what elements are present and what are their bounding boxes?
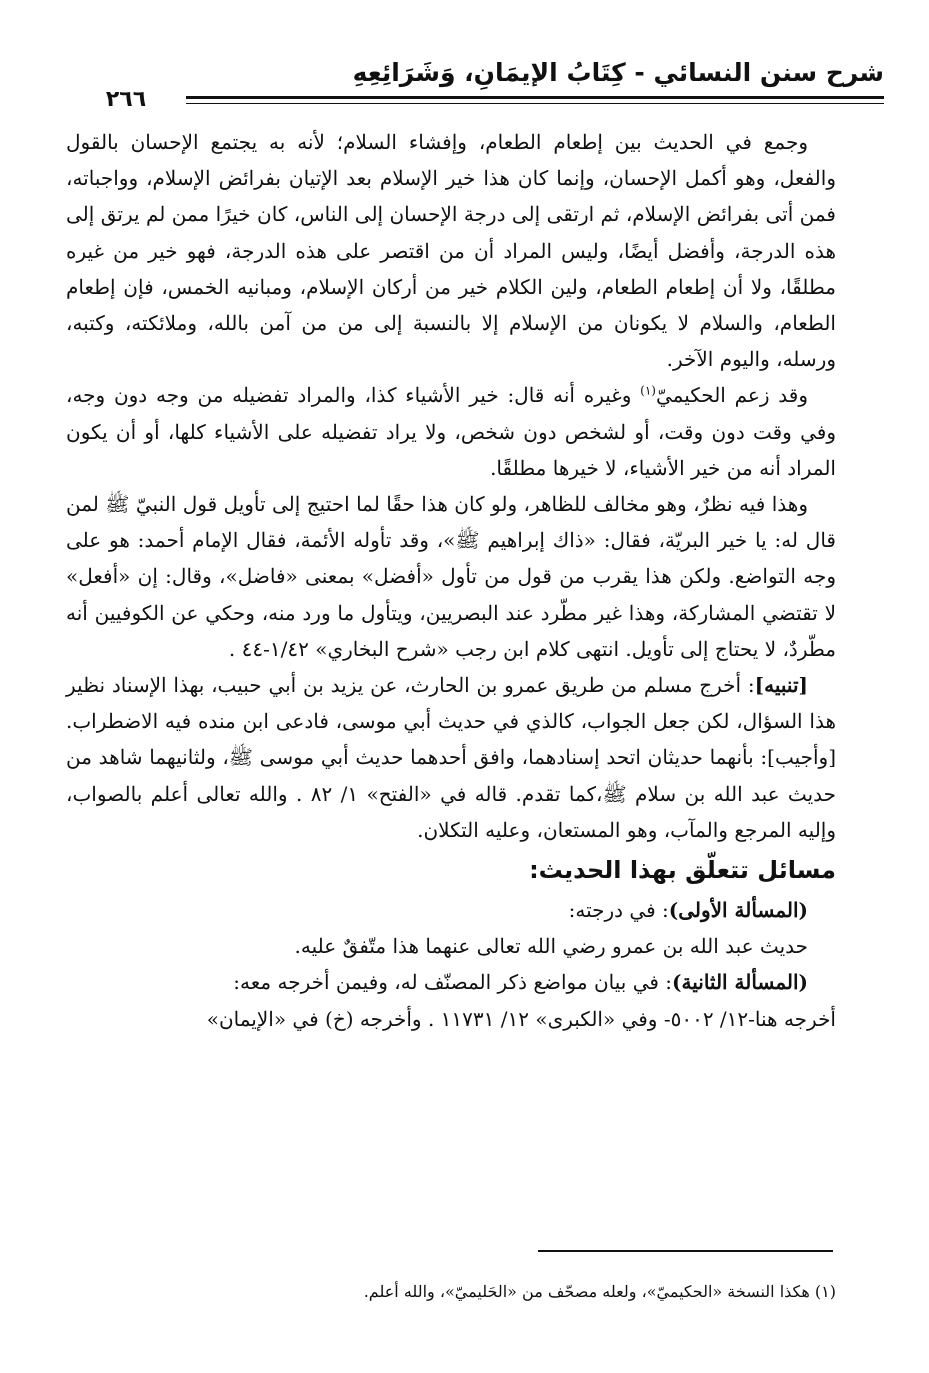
question-2-text: أخرجه هنا-١٢/ ٥٠٠٢- وفي «الكبرى» ١٢/ ١١٧٣١ . وأخرجه (خ) في «الإيمان»	[206, 1006, 836, 1031]
page-number: ٢٦٦	[105, 86, 147, 112]
paragraph-2-start: وقد زعم الحكيميّ	[655, 383, 808, 408]
question-1-heading	[66, 892, 836, 928]
question-1-label: (المسألة الأولى)	[668, 898, 808, 923]
question-2-label: (المسألة الثانية)	[672, 970, 808, 995]
footnote-reference[interactable]: (١)	[640, 383, 656, 398]
header-rule-thick	[66, 96, 884, 99]
paragraph-1: وجمع في الحديث بين إطعام الطعام، وإفشاء السلام؛ لأنه به يجتمع الإحسان بالقول والفعل، وهو أكمل الإحسان، وإنما كان هذا خير الإسلام بعد الإتيان بفرائض الإسلام، وواجباته، فمن أتى بفرائض الإسلام، ثم ارتقى إلى درجة الإحسان إلى الناس، كان خيرًا ممن لم يرتق إلى هذه الدرجة، وأفضل أيضًا، وليس المراد أن من اقتصر على هذه الدرجة، فهو خير من غيره مطلقًا، ولا أن إطعام الطعام، ولين الكلام خير من أركان الإسلام، ومبانيه الخمس، فإن إطعام الطعام، والسلام لا يكونان من الإسلام إلا بالنسبة إلى من من آمن بالله، وملائكته، وكتبه، ورسله، واليوم الآخر.	[66, 130, 836, 372]
footnote-divider	[538, 1250, 833, 1252]
paragraph-2	[66, 377, 836, 486]
notice-label: [تنبيه]	[754, 673, 808, 698]
page-number-box	[66, 86, 186, 112]
question-1-text: حديث عبد الله بن عمرو رضي الله تعالى عنهما هذا متّفقٌ عليه.	[294, 934, 808, 959]
header-rule-thin	[66, 103, 884, 104]
paragraph-4	[66, 667, 836, 848]
running-title: شرح سنن النسائي - كِتَابُ الإيمَانِ، وَشَرَائِعِهِ	[352, 58, 884, 87]
question-2-heading	[66, 964, 836, 1000]
footnote: (١) هكذا النسخة «الحكيميّ»، ولعله مصحّف من «الحَليميّ»، والله أعلم.	[363, 1282, 836, 1301]
paragraph-3: وهذا فيه نظرٌ، وهو مخالف للظاهر، ولو كان هذا حقًا لما احتيج إلى تأويل قول النبيّ ﷺ لمن قال له: يا خير البريّة، فقال: «ذاك إبراهيم ﷺ»، وقد تأوله الأئمة، فقال الإمام أحمد: هو على وجه التواضع. ولكن هذا يقرب من قول من تأول «أفضل» بمعنى «فاضل»، وقال: إن «أفعل» لا تقتضي المشاركة، وهذا غير مطّرد عند البصريين، ويتأول ما ورد منه، وحكي عن الكوفيين أنه مطّردٌ، لا يحتاج إلى تأويل. انتهى كلام ابن رجب «شرح البخاري» ١/٤٢-٤٤ .	[66, 492, 837, 661]
main-text	[66, 124, 836, 1037]
question-2-title: : في بيان مواضع ذكر المصنّف له، وفيمن أخرجه معه:	[233, 970, 673, 995]
question-1-title: : في درجته:	[568, 898, 669, 923]
section-heading: مسائل تتعلّق بهذا الحديث:	[529, 856, 836, 885]
notice-text: : أخرج مسلم من طريق عمرو بن الحارث، عن يزيد بن أبي حبيب، بهذا الإسناد نظير هذا السؤال، لكن جعل الجواب، كالذي في حديث أبي موسى، فادعى ابن منده فيه الاضطراب. [وأجيب]: بأنهما حديثان اتحد إسنادهما، وافق أحدهما حديث أبي موسى ﷺ، ولثانيهما شاهد من حديث عبد الله بن سلام ﷺ،كما تقدم. قاله في «الفتح» ١/ ٨٢ . والله تعالى أعلم بالصواب، وإليه المرجع والمآب، وهو المستعان، وعليه التكلان.	[66, 673, 836, 842]
page-header	[66, 58, 884, 110]
paragraph-2-rest: وغيره أنه قال: خير الأشياء كذا، والمراد تفضيله من وجه دون وجه، وفي وقت دون وقت، أو لشخص دون شخص، ولا يراد تفضيله على الأشياء كلها، أو أن يكون المراد أنه من خير الأشياء، لا خيرها مطلقًا.	[66, 383, 836, 480]
